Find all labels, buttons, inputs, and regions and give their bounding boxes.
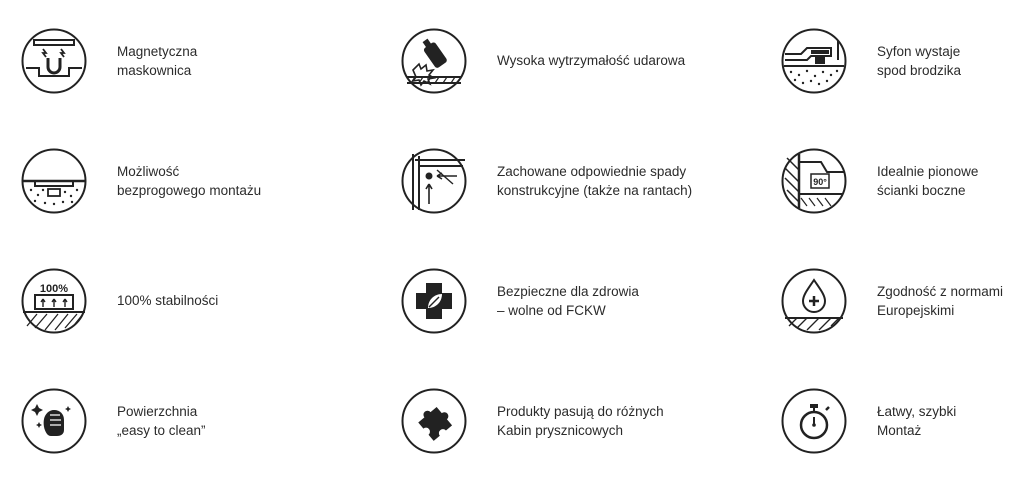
puzzle-icon (401, 388, 467, 454)
feature-stability (21, 268, 218, 334)
feature-siphon (781, 28, 961, 94)
vertical-walls-icon (781, 148, 847, 214)
eu-norms-icon (781, 268, 847, 334)
feature-magnetic-cover (21, 28, 197, 94)
easy-clean-icon (21, 388, 87, 454)
feature-health-safe (401, 268, 639, 334)
impact-resistance-icon (401, 28, 467, 94)
feature-impact-resistance (401, 28, 685, 94)
feature-label: 100% stabilności (117, 293, 219, 309)
slope-icon (401, 148, 467, 214)
stability-icon (21, 268, 87, 334)
feature-label: Powierzchnia „easy to clean” (117, 403, 206, 438)
feature-puzzle (401, 388, 664, 454)
feature-label: Syfon wystaje spod brodzika (877, 43, 962, 78)
feature-label: Możliwość bezprogowego montażu (117, 163, 262, 198)
feature-vertical-walls (781, 148, 978, 214)
feature-label: Łatwy, szybki Montaż (877, 403, 957, 438)
feature-thresholdless (21, 148, 261, 214)
feature-label: Wysoka wytrzymałość udarowa (497, 53, 686, 69)
feature-slope (401, 148, 692, 214)
feature-label: Magnetyczna maskownica (117, 43, 198, 78)
feature-label: Zachowane odpowiednie spady konstrukcyjne (także na rantach) (497, 163, 693, 198)
health-safe-icon (401, 268, 467, 334)
feature-label: Bezpieczne dla zdrowia – wolne od FCKW (497, 283, 639, 318)
siphon-icon (781, 28, 847, 94)
magnet-cover-icon (21, 28, 87, 94)
feature-eu-norms (781, 268, 1003, 334)
angle-text: 90° (813, 177, 827, 187)
feature-easy-clean (21, 388, 206, 454)
thresholdless-mount-icon (21, 148, 87, 214)
feature-stopwatch (781, 388, 956, 454)
stopwatch-icon (781, 388, 847, 454)
feature-label: Idealnie pionowe ścianki boczne (877, 163, 979, 198)
badge-text: 100% (39, 283, 69, 295)
feature-label: Produkty pasują do różnych Kabin prysznicowych (497, 403, 664, 438)
feature-label: Zgodność z normami Europejskimi (877, 283, 1004, 318)
